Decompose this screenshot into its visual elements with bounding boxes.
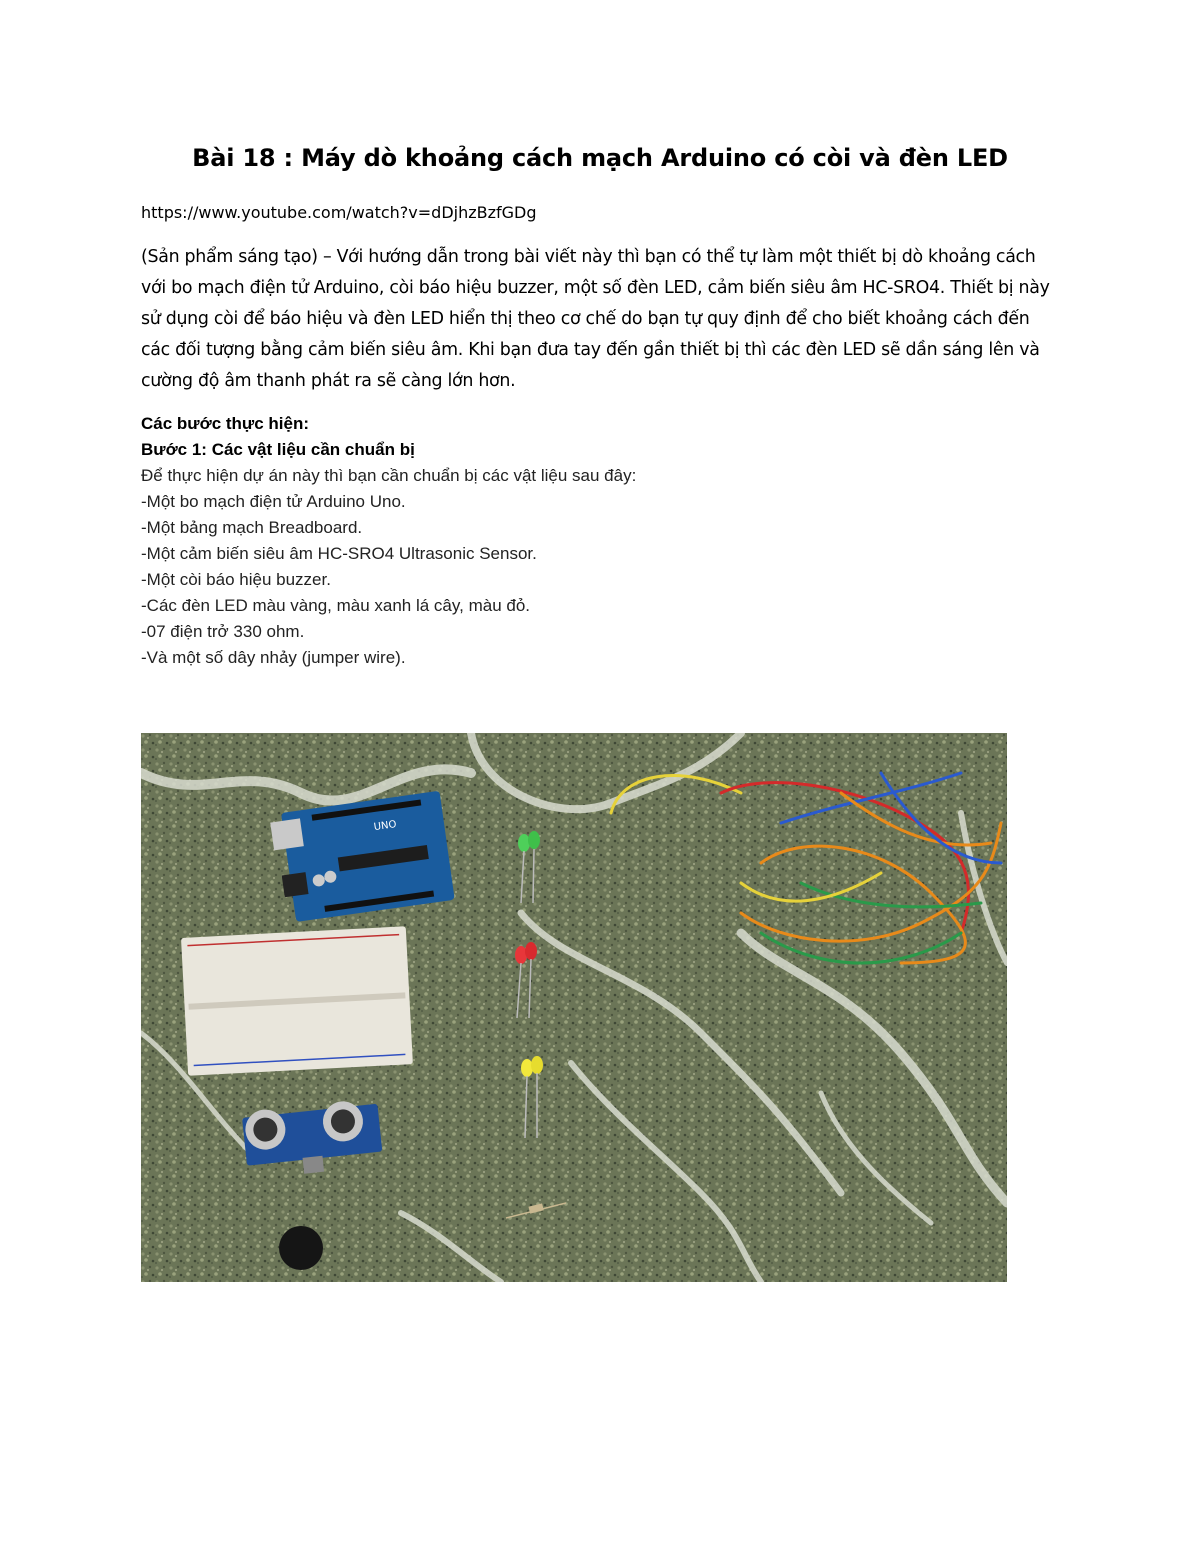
intro-text-continued: Khi bạn đưa tay đến gần thiết bị thì các đèn LED sẽ dần sáng lên và cường độ âm thanh phát ra sẽ càng lớn hơn. <box>141 340 1040 391</box>
steps-heading: Các bước thực hiện: <box>141 414 310 433</box>
arduino-label: UNO <box>373 819 398 834</box>
steps-section <box>141 411 1061 671</box>
material-item: -Một còi báo hiệu buzzer. <box>141 570 331 589</box>
video-url: https://www.youtube.com/watch?v=dDjhzBzfGDg <box>141 203 537 222</box>
step1-heading: Bước 1: Các vật liệu cần chuẩn bị <box>141 440 415 459</box>
material-item: -Một cảm biến siêu âm HC-SRO4 Ultrasonic Sensor. <box>141 544 537 563</box>
material-item: -07 điện trở 330 ohm. <box>141 622 305 641</box>
components-photo <box>141 733 1007 1282</box>
material-item: -Một bảng mạch Breadboard. <box>141 518 363 537</box>
breadboard <box>181 926 413 1076</box>
material-item: -Các đèn LED màu vàng, màu xanh lá cây, màu đỏ. <box>141 596 530 615</box>
material-item: -Và một số dây nhảy (jumper wire). <box>141 648 406 667</box>
step1-intro: Để thực hiện dự án này thì bạn cần chuẩn bị các vật liệu sau đây: <box>141 466 637 485</box>
document-title: Bài 18 : Máy dò khoảng cách mạch Arduino có còi và đèn LED <box>192 144 1008 172</box>
intro-paragraph <box>141 242 1061 397</box>
material-item: -Một bo mạch điện tử Arduino Uno. <box>141 492 406 511</box>
intro-text: (Sản phẩm sáng tạo) – Với hướng dẫn trong bài viết này thì bạn có thể tự làm một thiết bị dò khoảng cách với bo mạch điện tử Arduino, còi báo hiệu buzzer, một số đèn LED, cảm biến siêu âm HC-SRO4. Thiết bị này sử dụng còi để báo hiệu và đèn LED hiển thị theo cơ chế do bạn tự quy định để cho biết khoảng cách đến các đối tượng bằng cảm biến siêu âm. <box>141 247 1050 360</box>
buzzer <box>279 1226 323 1270</box>
